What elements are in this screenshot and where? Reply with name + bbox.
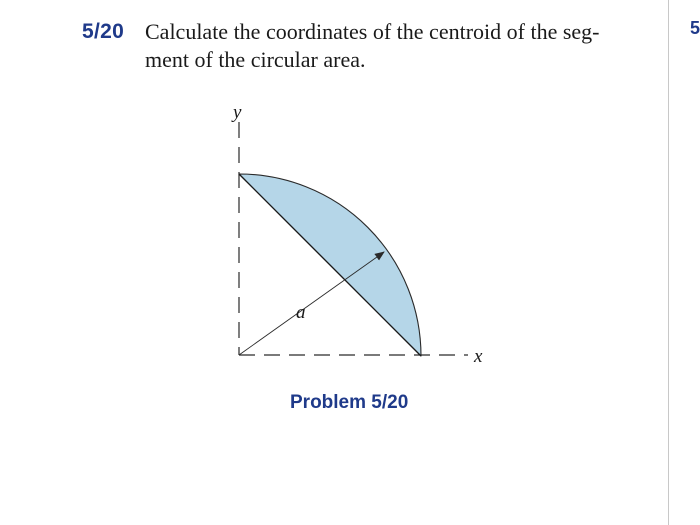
problem-statement-line-2: ment of the circular area.	[145, 47, 366, 72]
radius-arrow	[239, 252, 384, 355]
problem-number: 5/20	[82, 20, 125, 43]
problem-statement-line-1: Calculate the coordinates of the centroid of the seg-	[145, 19, 600, 44]
figure-caption: Problem 5/20	[290, 392, 409, 413]
x-axis-label: x	[474, 346, 483, 367]
next-page-partial-glyph: 5	[690, 18, 700, 38]
radius-label: a	[296, 302, 306, 323]
y-axis-label: y	[233, 102, 242, 123]
